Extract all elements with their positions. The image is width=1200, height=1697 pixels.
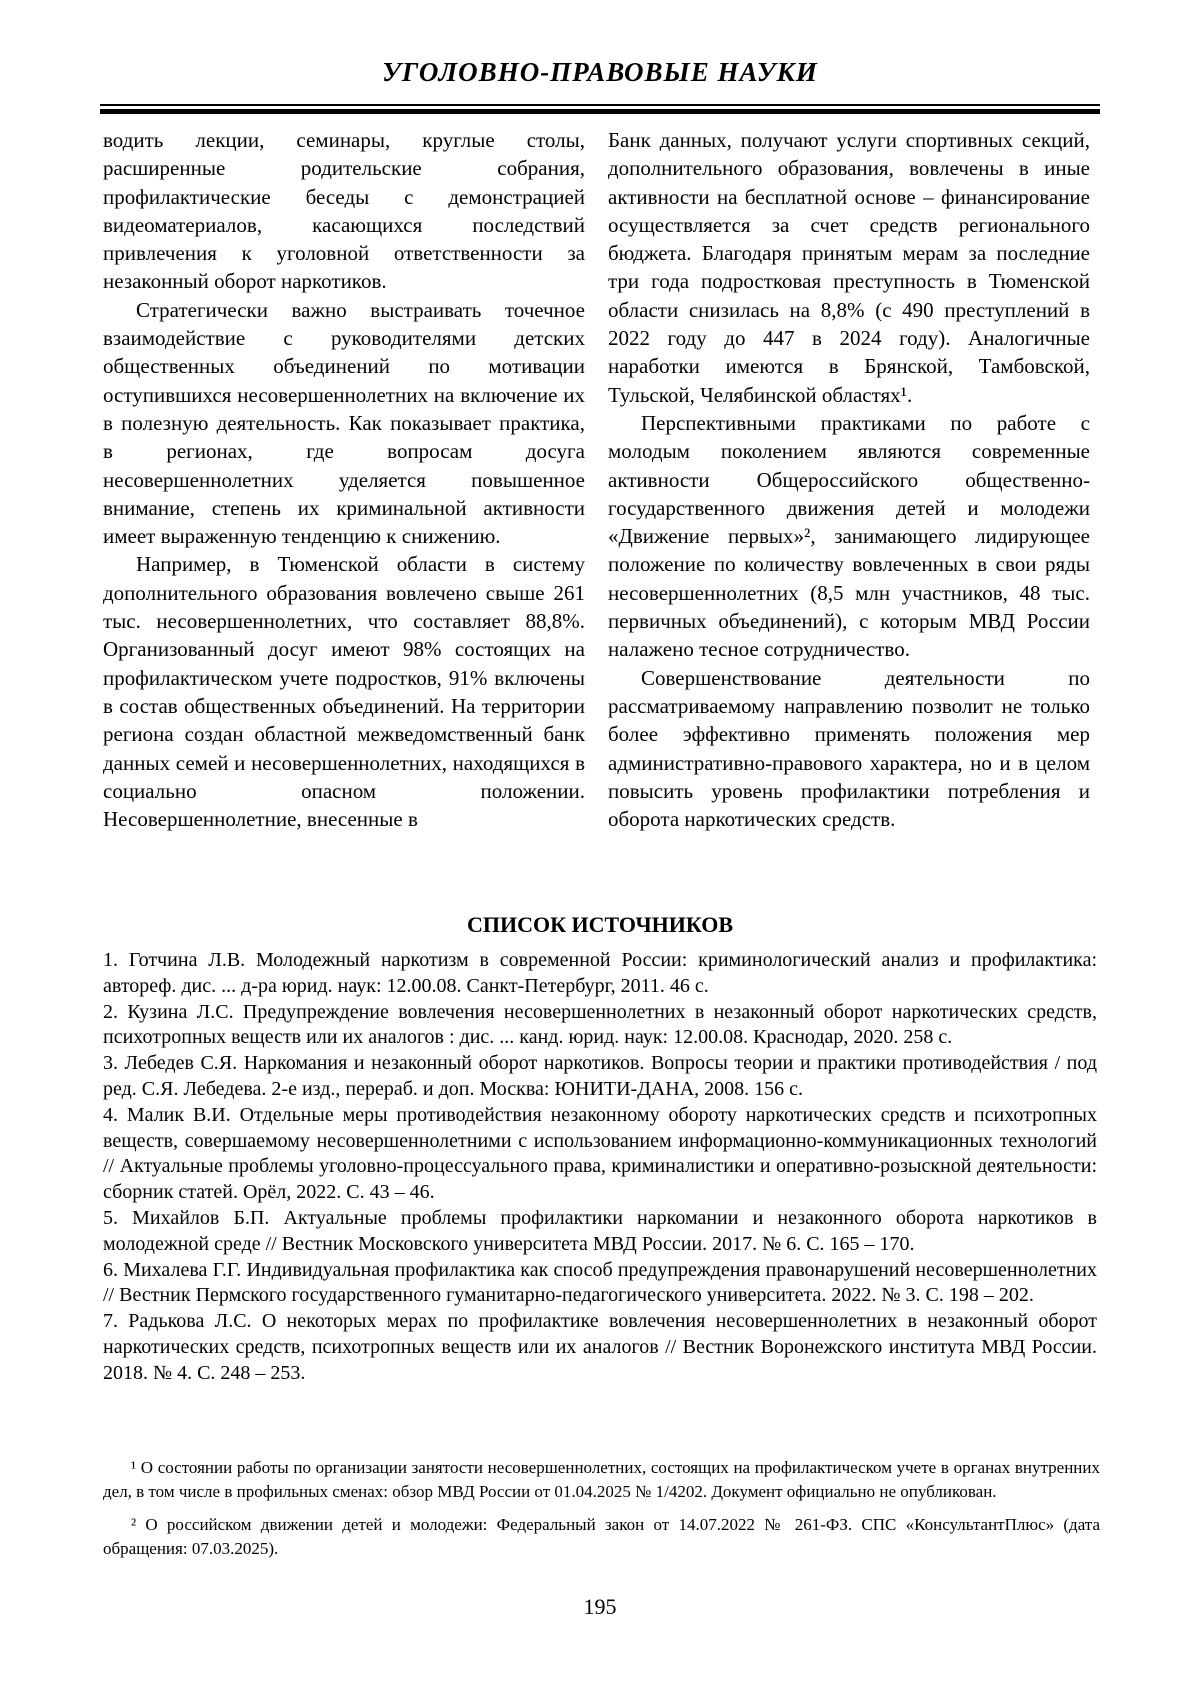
source-item: 6. Михалева Г.Г. Индивидуальная профилактика как способ предупреждения правонарушений несовершеннолетних // Вестник Пермского государственного гуманитарно-педагогического университета. 2022. № 3. С. 198 – 202.: [103, 1258, 1097, 1307]
header-rule: [100, 104, 1100, 114]
sources-title: СПИСОК ИСТОЧНИКОВ: [466, 912, 734, 937]
right-column: [608, 126, 1090, 833]
source-item: 7. Радькова Л.С. О некоторых мерах по профилактике вовлечения несовершеннолетних в незаконный оборот наркотических средств, психотропных веществ или их аналогов // Вестник Воронежского института МВД России. 2018. № 4. С. 248 – 253.: [103, 1310, 1097, 1384]
header-rule-thick-line: [100, 109, 1100, 114]
body-paragraph: водить лекции, семинары, круглые столы, расширенные родительские собрания, профилактические беседы с демонстрацией видеоматериалов, касающихся последствий привлечения к уголовной ответственности за незаконный оборот наркотиков.: [103, 128, 585, 294]
source-item: 4. Малик В.И. Отдельные меры противодействия незаконному обороту наркотических средств и психотропных веществ, совершаемому несовершеннолетними с использованием информационно-коммуникационных технологий // Актуальные проблемы уголовно-процессуального права, криминалистики и оперативно-розыскной деятельности: сборник статей. Орёл, 2022. С. 43 – 46.: [103, 1103, 1097, 1204]
footnote-item: ² О российском движении детей и молодежи: Федеральный закон от 14.07.2022 № 261-ФЗ. СПС «КонсультантПлюс» (дата обращения: 07.03.2025).: [103, 1515, 1100, 1558]
article-body: [103, 126, 1090, 833]
source-item: 5. Михайлов Б.П. Актуальные проблемы профилактики наркомании и незаконного оборота наркотиков в молодежной среде // Вестник Московского университета МВД России. 2017. № 6. С. 165 – 170.: [103, 1206, 1097, 1255]
source-item: 1. Готчина Л.В. Молодежный наркотизм в современной России: криминологический анализ и профилактика: автореф. дис. ... д-ра юрид. наук: 12.00.08. Санкт-Петербург, 2011. 46 с.: [103, 949, 1097, 997]
page-number: 195: [583, 1594, 617, 1619]
left-column: [103, 126, 585, 833]
body-paragraph: Перспективными практиками по работе с молодым поколением являются современные активности Общероссийского общественно-государственного движения детей и молодежи «Движение первых»², занимающего лидирующее положение по количеству вовлеченных в свои ряды несовершеннолетних (8,5 млн участников, 48 тыс. первичных объединений), с которым МВД России налажено тесное сотрудничество.: [608, 410, 1090, 662]
footnotes-section: [103, 1456, 1100, 1570]
source-item: 2. Кузина Л.С. Предупреждение вовлечения несовершеннолетних в незаконный оборот наркотических средств, психотропных веществ или их аналогов : дис. ... канд. юрид. наук: 12.00.08. Краснодар, 2020. 258 с.: [103, 1000, 1097, 1049]
sources-section: [103, 912, 1097, 1387]
body-paragraph: Банк данных, получают услуги спортивных секций, дополнительного образования, вовлечены в иные активности на бесплатной основе – финансирование осуществляется за счет средств регионального бюджета. Благодаря принятым мерам за последние три года подростковая преступность в Тюменской области снизилась на 8,8% (с 490 преступлений в 2022 году до 447 в 2024 году). Аналогичные наработки имеются в Брянской, Тамбовской, Тульской, Челябинской областях¹.: [608, 128, 1090, 407]
section-header-title: УГОЛОВНО-ПРАВОВЫЕ НАУКИ: [382, 57, 818, 87]
footnote-item: ¹ О состоянии работы по организации занятости несовершеннолетних, состоящих на профилактическом учете в органах внутренних дел, в том числе в профильных сменах: обзор МВД России от 01.04.2025 № 1/4202. Документ официально не опубликован.: [103, 1458, 1100, 1501]
header-rule-thin-line: [100, 104, 1100, 106]
body-paragraph: Например, в Тюменской области в систему дополнительного образования вовлечено свыше 261 тыс. несовершеннолетних, что составляет 88,8%. Организованный досуг имеют 98% состоящих на профилактическом учете подростков, 91% включены в состав общественных объединений. На территории региона создан областной межведомственный банк данных семей и несовершеннолетних, находящихся в социально опасном положении. Несовершеннолетние, внесенные в: [103, 552, 585, 832]
source-item: 3. Лебедев С.Я. Наркомания и незаконный оборот наркотиков. Вопросы теории и практики противодействия / под ред. С.Я. Лебедева. 2-е изд., перераб. и доп. Москва: ЮНИТИ-ДАНА, 2008. 156 с.: [103, 1052, 1097, 1100]
body-paragraph: Совершенствование деятельности по рассматриваемому направлению позволит не только более эффективно применять положения мер административно-правового характера, но и в целом повысить уровень профилактики потребления и оборота наркотических средств.: [608, 665, 1090, 832]
body-paragraph: Стратегически важно выстраивать точечное взаимодействие с руководителями детских общественных объединений по мотивации оступившихся несовершеннолетних на включение их в полезную деятельность. Как показывает практика, в регионах, где вопросам досуга несовершеннолетних уделяется повышенное внимание, степень их криминальной активности имеет выраженную тенденцию к снижению.: [103, 297, 585, 549]
